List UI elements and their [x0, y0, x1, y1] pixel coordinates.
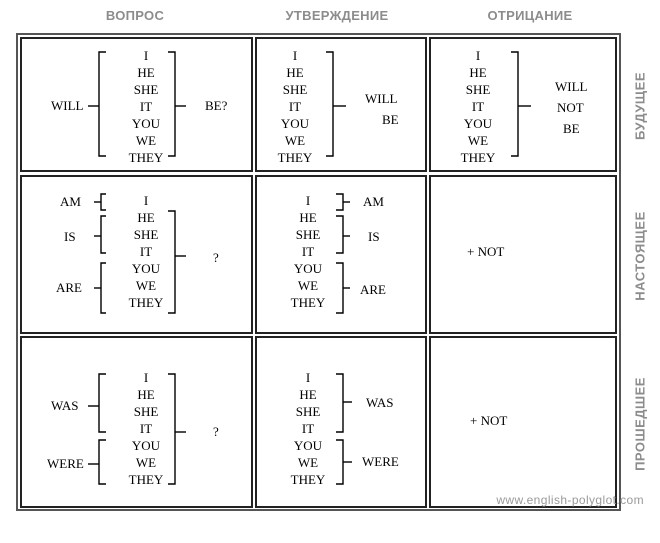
present-affirmative-pronouns — [283, 192, 333, 311]
cell-past-negative — [429, 336, 617, 508]
future-affirmative-will: WILL — [365, 91, 398, 106]
future-negative-pronouns — [453, 47, 503, 166]
pronoun: I — [475, 48, 481, 63]
header-negative: ОТРИЦАНИЕ — [487, 8, 573, 23]
watermark: www.english-polyglot.com — [496, 493, 644, 507]
pronoun: SHE — [295, 227, 321, 242]
pronoun: WE — [297, 278, 319, 293]
future-affirmative-bracket — [320, 44, 360, 166]
pronoun: I — [305, 193, 311, 208]
future-negative-will: WILL — [555, 79, 588, 94]
pronoun: WE — [284, 133, 306, 148]
pronoun: SHE — [465, 82, 491, 97]
pronoun: WE — [135, 455, 157, 470]
pronoun: SHE — [133, 82, 159, 97]
pronoun: HE — [299, 387, 317, 402]
pronoun: YOU — [293, 261, 323, 276]
pronoun: WE — [135, 278, 157, 293]
pronoun: HE — [286, 65, 304, 80]
past-negative-not: + NOT — [470, 413, 508, 428]
pronoun: SHE — [133, 227, 159, 242]
pronoun: IT — [139, 244, 153, 259]
past-question-pronouns — [122, 369, 170, 488]
pronoun: SHE — [133, 404, 159, 419]
pronoun: HE — [469, 65, 487, 80]
present-question-am: AM — [60, 194, 81, 209]
present-affirmative-am: AM — [363, 194, 384, 209]
pronoun: THEY — [128, 150, 164, 165]
past-question-were: WERE — [47, 456, 84, 471]
present-question-end: ? — [213, 250, 219, 265]
pronoun: IT — [471, 99, 485, 114]
past-question-end: ? — [213, 424, 219, 439]
pronoun: I — [143, 48, 149, 63]
pronoun: WE — [135, 133, 157, 148]
past-affirmative-was: WAS — [366, 395, 394, 410]
pronoun: IT — [288, 99, 302, 114]
present-question-pronouns — [122, 192, 170, 311]
past-affirmative-were: WERE — [362, 454, 399, 469]
present-question-is: IS — [64, 229, 76, 244]
header-affirmative: УТВЕРЖДЕНИЕ — [285, 8, 389, 23]
pronoun: YOU — [463, 116, 493, 131]
future-negative-bracket — [505, 44, 545, 166]
pronoun: IT — [301, 421, 315, 436]
pronoun: IT — [139, 99, 153, 114]
cell-present-negative — [429, 175, 617, 334]
pronoun: SHE — [282, 82, 308, 97]
pronoun: THEY — [128, 472, 164, 487]
pronoun: THEY — [460, 150, 496, 165]
pronoun: YOU — [280, 116, 310, 131]
future-negative-be: BE — [563, 121, 580, 136]
pronoun: THEY — [290, 295, 326, 310]
future-negative-not: NOT — [557, 100, 584, 115]
pronoun: THEY — [277, 150, 313, 165]
past-affirmative-pronouns — [283, 369, 333, 488]
pronoun: YOU — [293, 438, 323, 453]
pronoun: WE — [467, 133, 489, 148]
pronoun: THEY — [128, 295, 164, 310]
pronoun: IT — [301, 244, 315, 259]
pronoun: YOU — [131, 438, 161, 453]
present-question-are: ARE — [56, 280, 82, 295]
tense-label-past: ПРОШЕДШЕЕ — [632, 377, 648, 471]
pronoun: SHE — [295, 404, 321, 419]
pronoun: HE — [137, 210, 155, 225]
pronoun: I — [292, 48, 298, 63]
pronoun: I — [143, 193, 149, 208]
pronoun: YOU — [131, 261, 161, 276]
past-affirmative-brackets — [330, 366, 366, 490]
future-question-end: BE? — [205, 98, 228, 113]
future-affirmative-be: BE — [382, 112, 399, 127]
tense-label-present: НАСТОЯЩЕЕ — [632, 211, 648, 301]
future-question-aux: WILL — [51, 98, 84, 113]
pronoun: YOU — [131, 116, 161, 131]
pronoun: HE — [299, 210, 317, 225]
pronoun: I — [143, 370, 149, 385]
pronoun: THEY — [290, 472, 326, 487]
present-affirmative-is: IS — [368, 229, 380, 244]
tense-label-future: БУДУЩЕЕ — [632, 71, 648, 141]
pronoun: HE — [137, 65, 155, 80]
pronoun: WE — [297, 455, 319, 470]
present-negative-not: + NOT — [467, 244, 505, 259]
pronoun: HE — [137, 387, 155, 402]
present-affirmative-are: ARE — [360, 282, 386, 297]
header-question: ВОПРОС — [105, 8, 165, 23]
pronoun: I — [305, 370, 311, 385]
pronoun: IT — [139, 421, 153, 436]
future-affirmative-pronouns — [270, 47, 320, 166]
past-question-was: WAS — [51, 398, 79, 413]
future-question-pronouns — [122, 47, 170, 166]
